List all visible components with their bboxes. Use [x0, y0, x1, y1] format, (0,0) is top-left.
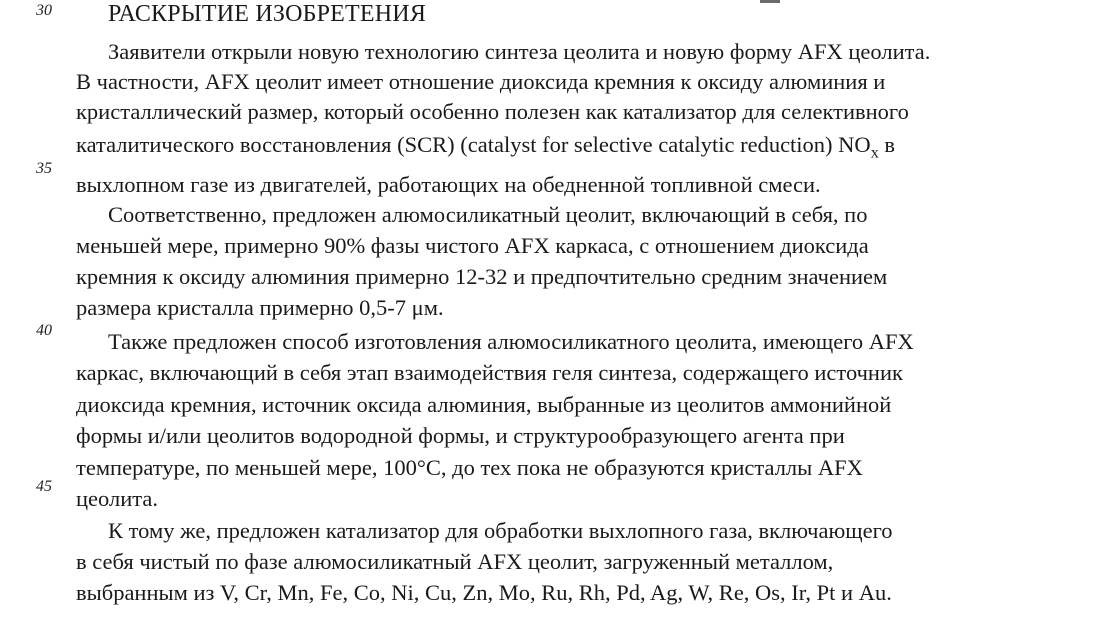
paragraph-4-line-2: в себя чистый по фазе алюмосиликатный AFX цеолит, загруженный металлом,	[76, 549, 834, 574]
paragraph-4-line-1: К тому же, предложен катализатор для обработки выхлопного газа, включающего	[108, 518, 893, 543]
paragraph-3-line-5: температуре, по меньшей мере, 100°С, до тех пока не образуются кристаллы AFX	[76, 455, 863, 480]
paragraph-1-line-4-tail: в	[878, 132, 896, 157]
paragraph-4-line-3: выбранным из V, Cr, Mn, Fe, Co, Ni, Cu, Zn, Mo, Ru, Rh, Pd, Ag, W, Re, Os, Ir, Pt и Au.	[76, 580, 892, 605]
paragraph-1-line-2: В частности, AFX цеолит имеет отношение диоксида кремния к оксиду алюминия и	[76, 69, 886, 94]
line-number-35: 35	[36, 160, 52, 177]
paragraph-1-line-4-text: каталитического восстановления (SCR) (catalyst for selective catalytic reduction) NO	[76, 132, 871, 157]
paragraph-2-line-1: Соответственно, предложен алюмосиликатный цеолит, включающий в себя, по	[108, 202, 868, 227]
paragraph-1-line-3: кристаллический размер, который особенно полезен как катализатор для селективного	[76, 99, 909, 124]
page-top-edge-mark	[760, 0, 780, 3]
line-number-30: 30	[36, 2, 52, 19]
line-number-45: 45	[36, 478, 52, 495]
paragraph-3-line-2: каркас, включающий в себя этап взаимодействия геля синтеза, содержащего источник	[76, 360, 903, 385]
nox-subscript: x	[870, 143, 879, 162]
paragraph-3-line-6: цеолита.	[76, 486, 158, 511]
paragraph-2-line-2: меньшей мере, примерно 90% фазы чистого AFX каркаса, с отношением диоксида	[76, 233, 869, 258]
section-heading: РАСКРЫТИЕ ИЗОБРЕТЕНИЯ	[108, 1, 427, 27]
paragraph-1-line-5: выхлопном газе из двигателей, работающих на обедненной топливной смеси.	[76, 172, 821, 197]
paragraph-2-line-3: кремния к оксиду алюминия примерно 12-32 и предпочтительно средним значением	[76, 264, 888, 289]
paragraph-3-line-3: диоксида кремния, источник оксида алюминия, выбранные из цеолитов аммонийной	[76, 392, 892, 417]
paragraph-3-line-1: Также предложен способ изготовления алюмосиликатного цеолита, имеющего AFX	[108, 329, 914, 354]
paragraph-3-line-4: формы и/или цеолитов водородной формы, и структурообразующего агента при	[76, 423, 845, 448]
paragraph-1-line-1: Заявители открыли новую технологию синтеза цеолита и новую форму AFX цеолита.	[108, 39, 931, 64]
line-number-40: 40	[36, 322, 52, 339]
paragraph-2-line-4: размера кристалла примерно 0,5-7 μм.	[76, 295, 444, 320]
paragraph-1-line-4	[76, 130, 895, 168]
